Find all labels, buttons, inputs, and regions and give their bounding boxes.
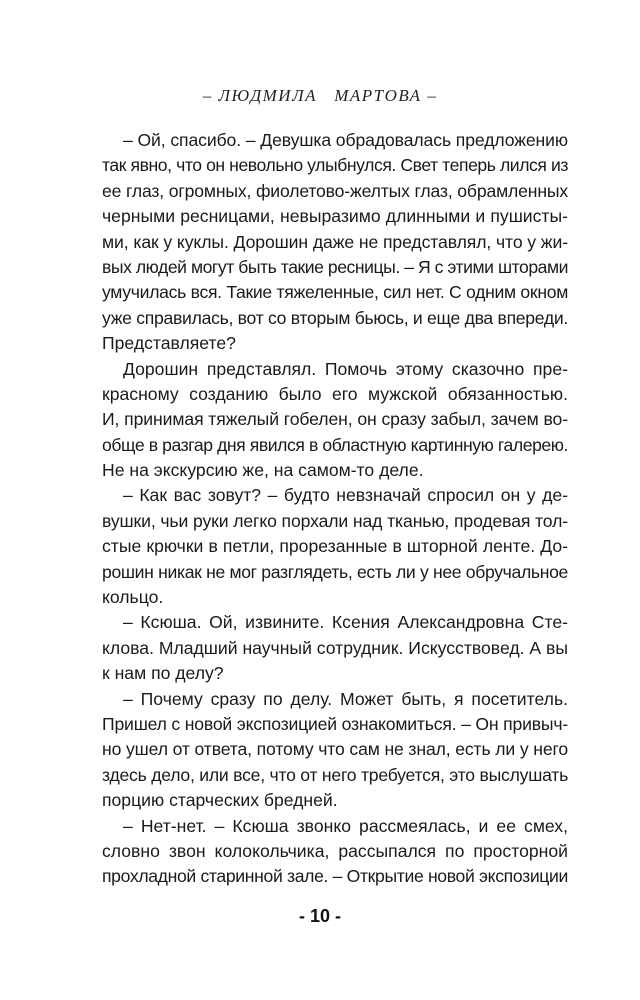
text-line: стые крючки в петли, прорезанные в шторной ленте. До- xyxy=(102,536,568,557)
text-line: – Нет-нет. – Ксюша звонко рассмеялась, и ее смех, xyxy=(123,815,568,836)
running-header: – ЛЮДМИЛА МАРТОВА – xyxy=(202,86,438,105)
text-line: – Почему сразу по делу. Может быть, я посетитель. xyxy=(123,688,568,709)
text-line: Не на экскурсию же, на самом-то деле. xyxy=(102,460,424,481)
text-line: Дорошин представлял. Помочь этому сказочно пре- xyxy=(123,358,568,379)
text-line: Пришел с новой экспозицией ознакомиться. – Он привыч- xyxy=(102,713,568,734)
text-line: к нам по делу? xyxy=(102,663,224,684)
paragraph xyxy=(102,814,568,890)
paragraph xyxy=(102,357,568,484)
text-line: клова. Младший научный сотрудник. Искусствовед. А вы xyxy=(102,637,568,658)
paragraph xyxy=(102,687,568,814)
text-line: словно звон колокольчика, рассыпался по просторной xyxy=(102,840,568,861)
text-line: – Ой, спасибо. – Девушка обрадовалась предложению xyxy=(123,130,568,150)
body-text xyxy=(102,128,568,890)
paragraph xyxy=(102,128,568,357)
text-line: порцию старческих бредней. xyxy=(102,790,338,811)
text-line: кольцо. xyxy=(102,587,164,608)
text-line: вушки, чьи руки легко порхали над тканью, продевая тол- xyxy=(102,510,568,531)
text-line: уже справилась, вот со вторым бьюсь, и еще два впереди. xyxy=(102,307,569,328)
text-line: обще в разгар дня явился в областную картинную галерею. xyxy=(102,434,569,455)
text-line: но ушел от ответа, потому что сам не знал, есть ли у него xyxy=(102,739,569,760)
text-line: так явно, что он невольно улыбнулся. Свет теперь лился из xyxy=(102,155,568,176)
text-line: черными ресницами, невыразимо длинными и пушисты- xyxy=(102,206,568,227)
text-line: прохладной старинной зале. – Открытие новой экспозиции xyxy=(102,866,568,887)
text-line: – Как вас зовут? – будто невзначай спросил он у де- xyxy=(123,485,568,506)
text-line: рошин никак не мог разглядеть, есть ли у нее обручальное xyxy=(102,561,568,582)
page-number: - 10 - xyxy=(298,906,341,926)
text-line: вых людей могут быть такие ресницы. – Я с этими шторами xyxy=(102,256,569,277)
text-line: – Ксюша. Ой, извините. Ксения Александровна Сте- xyxy=(123,612,568,633)
paragraph xyxy=(102,610,568,686)
text-line: ми, как у куклы. Дорошин даже не представлял, что у жи- xyxy=(102,231,568,252)
paragraph xyxy=(102,483,568,610)
text-line: ее глаз, огромных, фиолетово-желтых глаз, обрамленных xyxy=(102,180,568,201)
text-line: здесь дело, или все, что от него требуется, это выслушать xyxy=(102,764,569,785)
text-line: умучилась вся. Такие тяжеленные, сил нет. С одним окном xyxy=(102,282,569,303)
text-line: И, принимая тяжелый гобелен, он сразу забыл, зачем во- xyxy=(102,409,568,430)
text-line: Представляете? xyxy=(102,333,236,354)
text-line: красному созданию было его мужской обязанностью. xyxy=(102,383,568,404)
